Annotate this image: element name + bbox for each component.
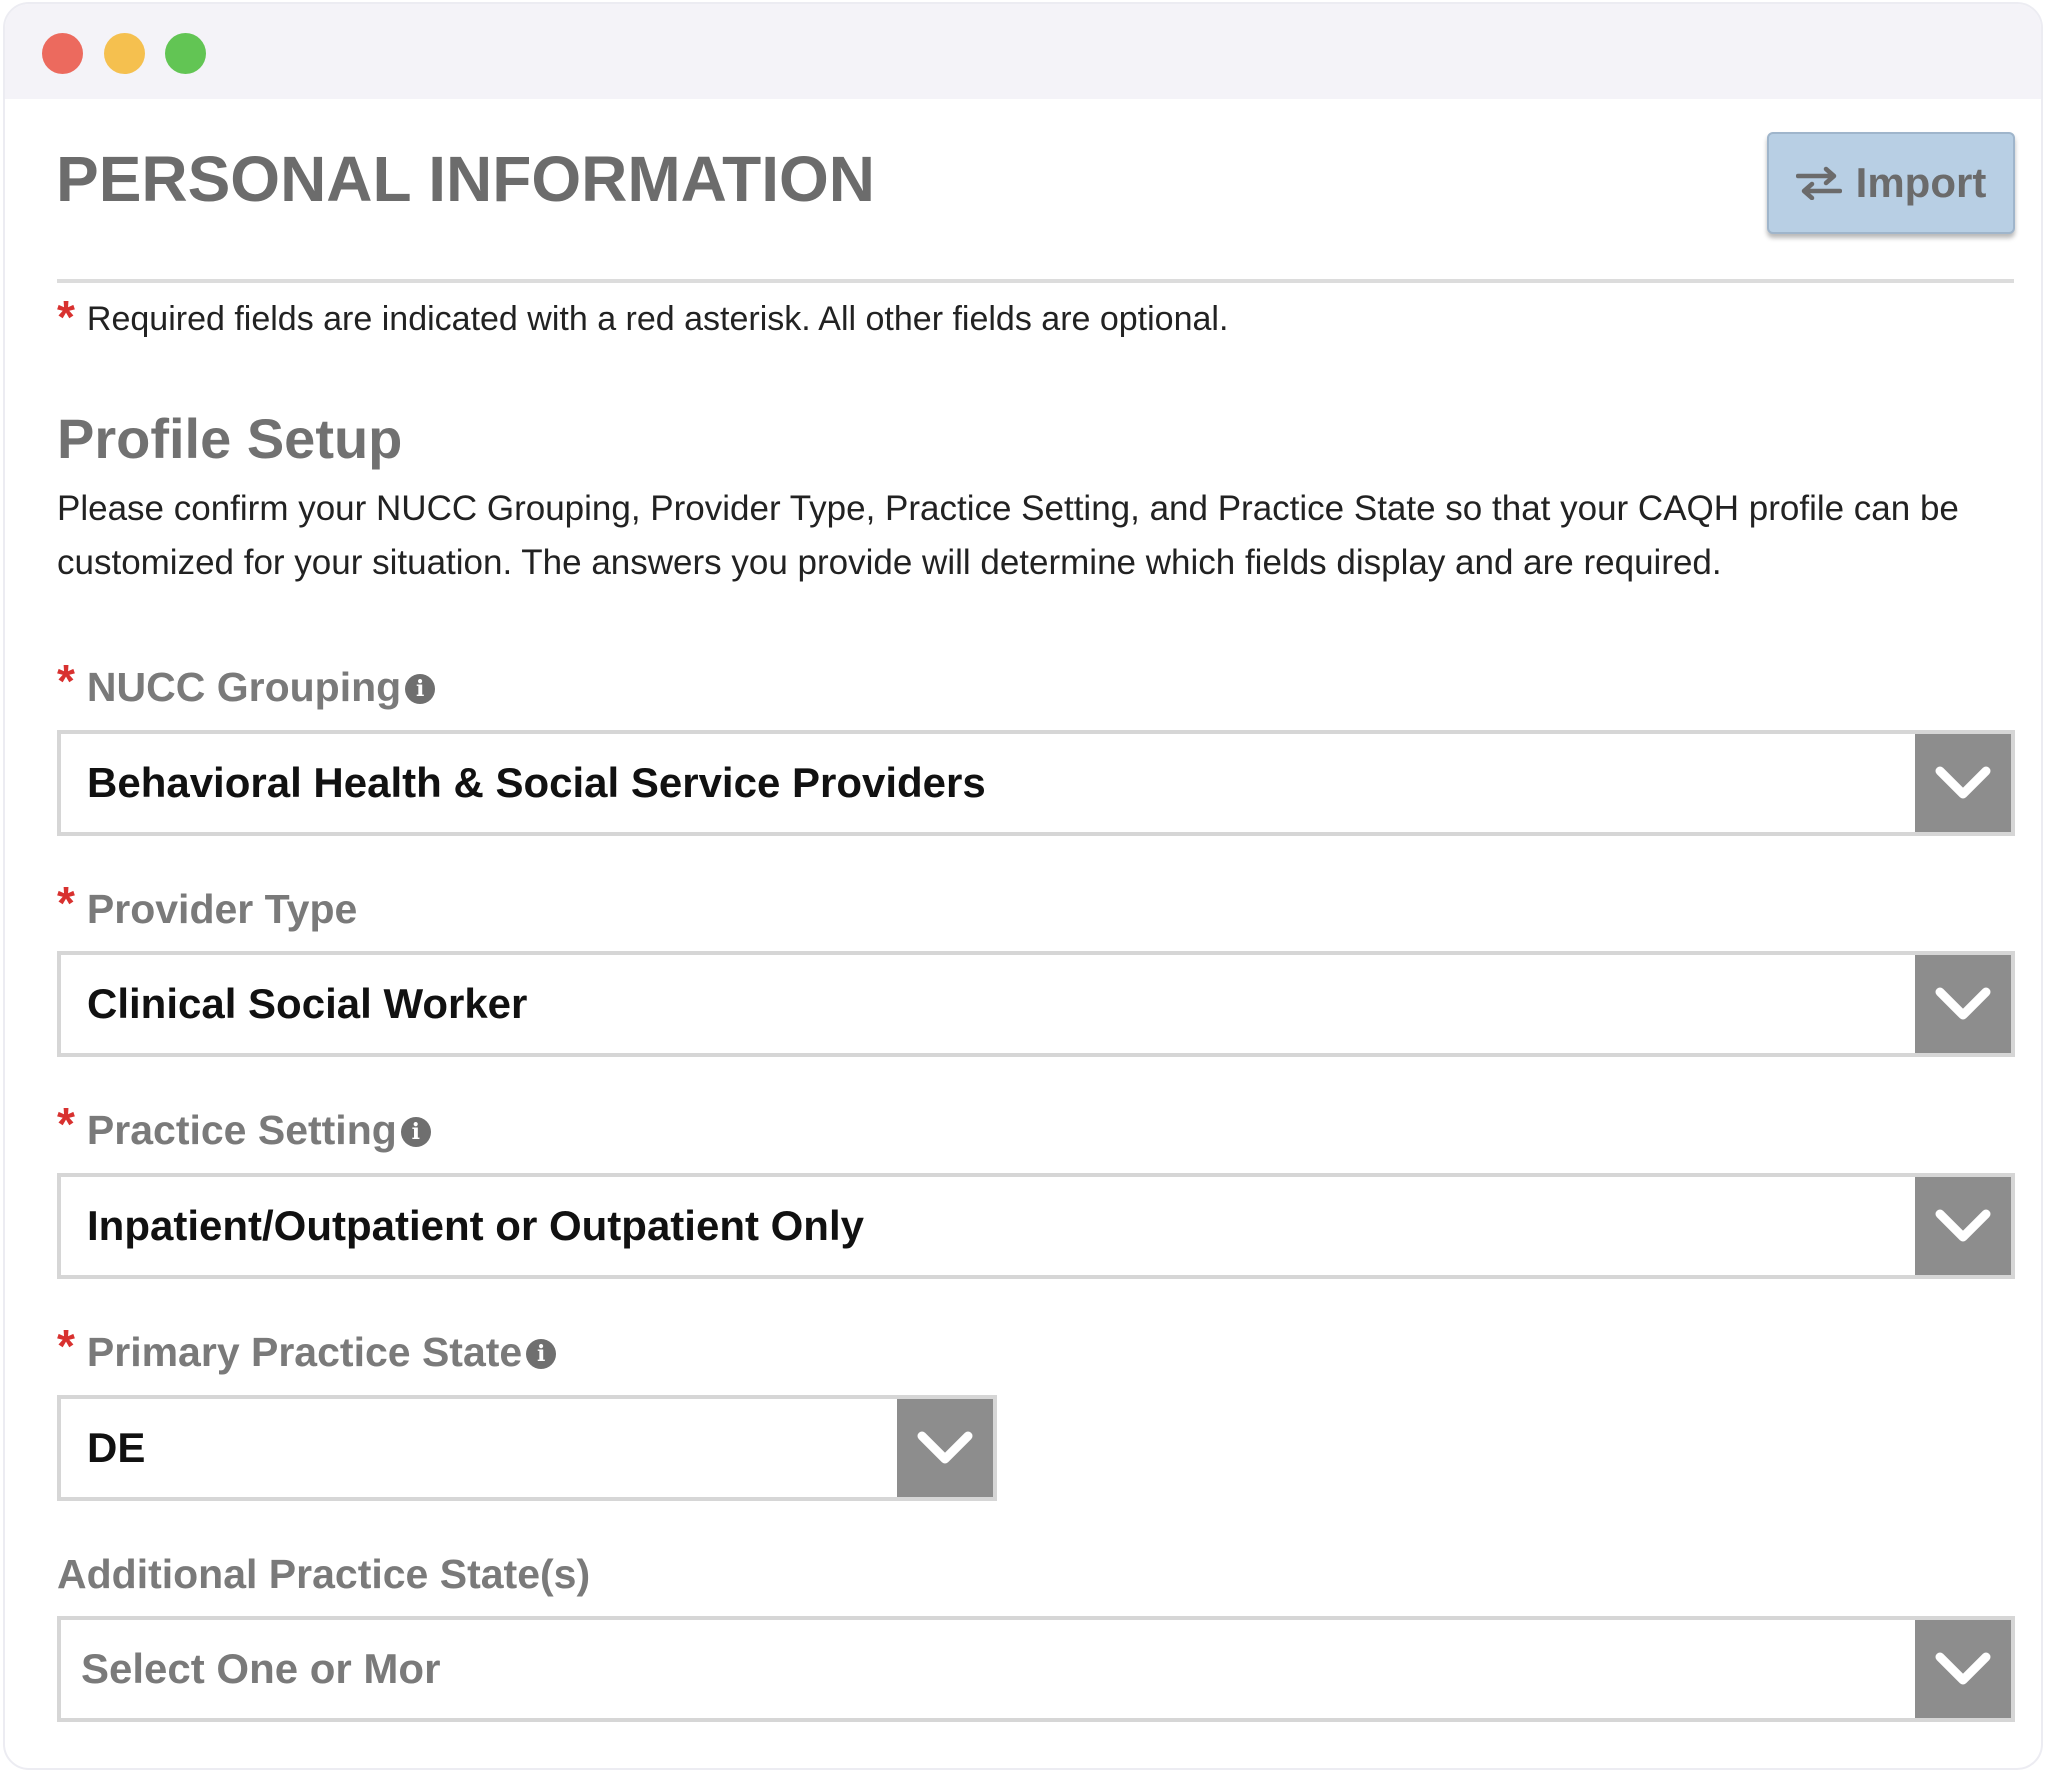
dropdown-toggle[interactable]: [1915, 1177, 2011, 1275]
import-button[interactable]: [1767, 132, 2015, 234]
chevron-down-icon: [1934, 765, 1992, 801]
required-fields-note: [57, 291, 1229, 343]
section-title: Profile Setup: [57, 407, 403, 470]
header-divider: [57, 279, 2014, 283]
select-value: Behavioral Health & Social Service Providers: [87, 759, 986, 806]
practice-setting-label: [57, 1098, 431, 1153]
required-asterisk: *: [57, 1320, 75, 1372]
minimize-window-button[interactable]: [104, 33, 145, 74]
required-asterisk: *: [57, 291, 75, 343]
practice-setting-select[interactable]: [57, 1173, 2015, 1279]
import-button-label: Import: [1855, 159, 1987, 206]
required-asterisk: *: [57, 877, 75, 929]
dropdown-toggle[interactable]: [1915, 955, 2011, 1053]
field-label-text: Practice Setting: [86, 1107, 397, 1153]
dropdown-toggle[interactable]: [897, 1399, 993, 1497]
chevron-down-icon: [916, 1430, 974, 1466]
maximize-window-button[interactable]: [165, 33, 206, 74]
field-label-text: Provider Type: [86, 886, 358, 932]
nucc-grouping-label: [57, 655, 435, 710]
required-note-text: Required fields are indicated with a red asterisk. All other fields are optional.: [86, 300, 1229, 338]
dropdown-toggle[interactable]: [1915, 734, 2011, 832]
provider-type-select[interactable]: [57, 951, 2015, 1057]
swap-arrows-icon: [1796, 166, 1842, 200]
required-asterisk: *: [57, 655, 75, 707]
info-icon[interactable]: i: [401, 1117, 431, 1147]
field-label-text: Primary Practice State: [86, 1329, 523, 1375]
additional-practice-states-select[interactable]: [57, 1616, 2015, 1722]
field-label-text: Additional Practice State(s): [57, 1551, 591, 1597]
select-value: Inpatient/Outpatient or Outpatient Only: [87, 1202, 864, 1249]
chevron-down-icon: [1934, 1651, 1992, 1687]
window-titlebar: [5, 4, 2041, 99]
info-icon[interactable]: i: [405, 674, 435, 704]
primary-practice-state-label: [57, 1320, 556, 1375]
provider-type-label: [57, 877, 358, 932]
chevron-down-icon: [1934, 1208, 1992, 1244]
select-placeholder: Select One or Mor: [81, 1645, 441, 1692]
close-window-button[interactable]: [42, 33, 83, 74]
select-value: DE: [87, 1424, 146, 1471]
dropdown-toggle[interactable]: [1915, 1620, 2011, 1718]
chevron-down-icon: [1934, 986, 1992, 1022]
field-label-text: NUCC Grouping: [86, 664, 402, 710]
additional-practice-states-label: [57, 1549, 590, 1596]
page-title: PERSONAL INFORMATION: [56, 143, 875, 215]
section-description: Please confirm your NUCC Grouping, Provider Type, Practice Setting, and Practice State so that your CAQH profile can be customized for your situation. The answers you provide will determine which fields display and are required.: [57, 489, 1959, 582]
info-icon[interactable]: i: [526, 1339, 556, 1369]
nucc-grouping-select[interactable]: [57, 730, 2015, 836]
select-value: Clinical Social Worker: [87, 980, 528, 1027]
app-window: [3, 2, 2043, 1770]
required-asterisk: *: [57, 1098, 75, 1150]
primary-practice-state-select[interactable]: [57, 1395, 997, 1501]
